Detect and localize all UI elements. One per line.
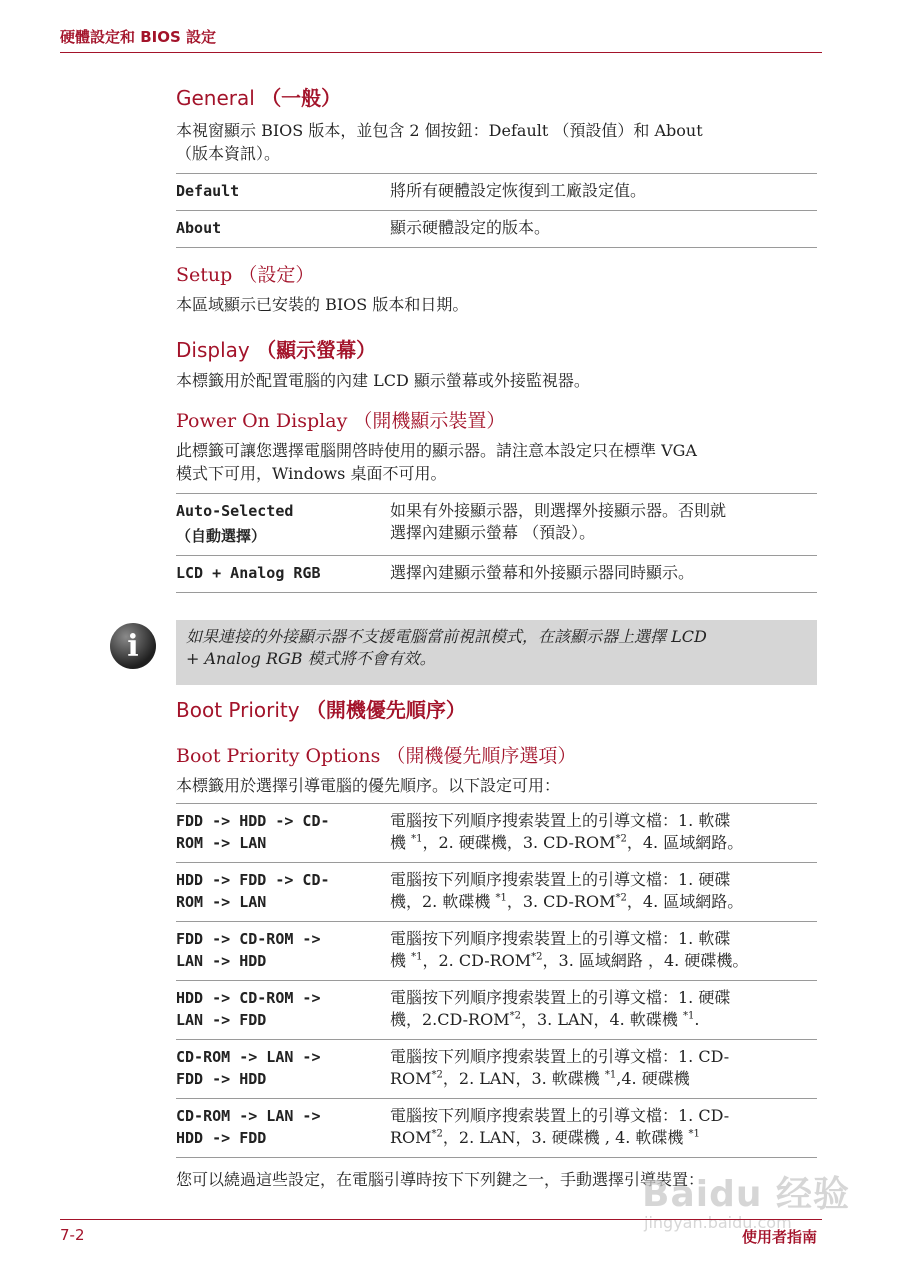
info-icon: i <box>110 623 156 669</box>
footer-divider <box>60 1219 822 1220</box>
power-on-display-title-cjk: （開機顯示裝置） <box>353 410 506 432</box>
footer-guide-title: 使用者指南 <box>741 1228 817 1246</box>
display-title: Display <box>176 338 250 362</box>
table-row <box>176 922 817 981</box>
option-value-line: 機，2.CD-ROM$^{*2}$，3. LAN，4. 軟碟機 $^{*1}$. <box>390 1010 700 1029</box>
option-key-line: LAN -> HDD <box>176 952 267 970</box>
option-key-line: FDD -> CD-ROM -> <box>176 930 321 948</box>
option-key-line: CD-ROM -> LAN -> <box>176 1107 321 1125</box>
option-value-line: 機 $^{*1}$，2. CD-ROM$^{*2}$，3. 區域網路 ，4. 硬碟機。 <box>390 951 749 970</box>
option-value-line: 電腦按下列順序搜索裝置上的引導文檔：1. 硬碟 <box>390 988 731 1007</box>
general-desc-1: 本視窗顯示 BIOS 版本，並包含 2 個按鈕：Default （預設值）和 About <box>176 121 703 140</box>
option-key <box>176 1046 390 1090</box>
option-value <box>390 987 817 1031</box>
option-key-sub: （自動選擇） <box>176 527 267 545</box>
boot-priority-heading <box>176 694 817 723</box>
option-key-line: LAN -> FDD <box>176 1011 267 1029</box>
power-on-display-desc-2: 模式下可用，Windows 桌面不可用。 <box>176 464 447 483</box>
option-key: About <box>176 219 222 237</box>
option-value-line: 電腦按下列順序搜索裝置上的引導文檔：1. CD- <box>390 1047 730 1066</box>
option-value-line: ROM$^{*2}$，2. LAN，3. 軟碟機 $^{*1}$,4. 硬碟機 <box>390 1069 690 1088</box>
table-row <box>176 863 817 922</box>
table-row <box>176 1040 817 1099</box>
option-value-line: 機 $^{*1}$，2. 硬碟機，3. CD-ROM$^{*2}$，4. 區域網路。 <box>390 833 744 852</box>
boot-order-table <box>176 803 817 1158</box>
note-box <box>176 620 817 685</box>
header-divider <box>60 52 822 53</box>
power-on-display-heading <box>176 406 817 433</box>
option-key-line: FDD -> HDD <box>176 1070 267 1088</box>
option-key-line: ROM -> LAN <box>176 893 267 911</box>
boot-priority-options-title-cjk: （開機優先順序選項） <box>386 745 577 767</box>
option-key <box>176 810 390 854</box>
power-on-display-table <box>176 493 817 593</box>
boot-priority-options-desc: 本標籤用於選擇引導電腦的優先順序。以下設定可用： <box>176 776 561 795</box>
watermark-sub: jingyan.baidu.com <box>644 1213 792 1232</box>
table-row <box>176 1099 817 1158</box>
option-key-line: CD-ROM -> LAN -> <box>176 1048 321 1066</box>
option-key-line: HDD -> CD-ROM -> <box>176 989 321 1007</box>
option-value: 選擇內建顯示螢幕和外接顯示器同時顯示。 <box>390 563 695 582</box>
option-value: 將所有硬體設定恢復到工廠設定值。 <box>390 181 647 200</box>
note-line: 如果連接的外接顯示器不支援電腦當前視訊模式，在該顯示器上選擇 LCD <box>186 627 707 646</box>
general-title: General <box>176 86 255 110</box>
option-key <box>176 869 390 913</box>
note-line: + Analog RGB 模式將不會有效。 <box>186 649 436 668</box>
general-desc-2: （版本資訊）。 <box>176 144 281 163</box>
display-heading <box>176 334 817 363</box>
option-value-line: 如果有外接顯示器，則選擇外接顯示器。否則就 <box>390 501 727 520</box>
running-header: 硬體設定和 BIOS 設定 <box>60 28 217 46</box>
display-title-cjk: （顯示螢幕） <box>256 338 377 362</box>
option-value <box>390 869 817 913</box>
option-value-line: 電腦按下列順序搜索裝置上的引導文檔：1. CD- <box>390 1106 730 1125</box>
page-content <box>176 82 817 593</box>
boot-content <box>176 694 817 1191</box>
option-value-line: 電腦按下列順序搜索裝置上的引導文檔：1. 硬碟 <box>390 870 731 889</box>
table-row <box>176 494 817 556</box>
option-key <box>176 928 390 972</box>
power-on-display-desc-1: 此標籤可讓您選擇電腦開啓時使用的顯示器。請注意本設定只在標準 VGA <box>176 441 697 460</box>
boot-priority-options-heading <box>176 741 817 768</box>
table-row <box>176 804 817 863</box>
boot-priority-options-title: Boot Priority Options <box>176 745 381 767</box>
option-key <box>176 500 390 547</box>
option-key <box>176 1105 390 1149</box>
option-value <box>390 1046 817 1090</box>
setup-desc: 本區域顯示已安裝的 BIOS 版本和日期。 <box>176 295 469 314</box>
option-key-line: FDD -> HDD -> CD- <box>176 812 330 830</box>
power-on-display-title: Power On Display <box>176 410 348 432</box>
table-row <box>176 981 817 1040</box>
table-row <box>176 211 817 248</box>
option-key-line: HDD -> FDD <box>176 1129 267 1147</box>
bypass-text: 您可以繞過這些設定，在電腦引導時按下下列鍵之一，手動選擇引導裝置： <box>176 1170 705 1189</box>
setup-title-cjk: （設定） <box>238 264 315 286</box>
option-key-main: Auto-Selected <box>176 502 294 520</box>
setup-heading <box>176 260 817 287</box>
option-value-line: 電腦按下列順序搜索裝置上的引導文檔：1. 軟碟 <box>390 929 731 948</box>
option-key: LCD + Analog RGB <box>176 564 321 582</box>
display-desc: 本標籤用於配置電腦的內建 LCD 顯示螢幕或外接監視器。 <box>176 371 590 390</box>
option-key <box>176 987 390 1031</box>
option-value <box>390 928 817 972</box>
option-value-line: 機，2. 軟碟機 $^{*1}$，3. CD-ROM$^{*2}$，4. 區域網路。 <box>390 892 744 911</box>
general-title-cjk: （一般） <box>261 86 342 110</box>
option-value-line: 電腦按下列順序搜索裝置上的引導文檔：1. 軟碟 <box>390 811 731 830</box>
option-key-line: HDD -> FDD -> CD- <box>176 871 330 889</box>
watermark-main: Baidu 经验 <box>642 1174 851 1215</box>
table-row <box>176 174 817 211</box>
table-row <box>176 556 817 593</box>
option-key-line: ROM -> LAN <box>176 834 267 852</box>
option-key: Default <box>176 182 240 200</box>
option-value: 顯示硬體設定的版本。 <box>390 218 551 237</box>
general-heading <box>176 82 817 111</box>
option-value-line: 選擇內建顯示螢幕 （預設）。 <box>390 523 596 542</box>
setup-title: Setup <box>176 264 233 286</box>
option-value <box>390 1105 817 1149</box>
general-table <box>176 173 817 248</box>
page-number: 7-2 <box>60 1226 85 1244</box>
option-value <box>390 500 817 547</box>
boot-priority-title: Boot Priority <box>176 698 300 722</box>
boot-priority-title-cjk: （開機優先順序） <box>305 698 466 722</box>
option-value <box>390 810 817 854</box>
option-value-line: ROM$^{*2}$，2. LAN，3. 硬碟機 , 4. 軟碟機 $^{*1}$ <box>390 1128 700 1147</box>
